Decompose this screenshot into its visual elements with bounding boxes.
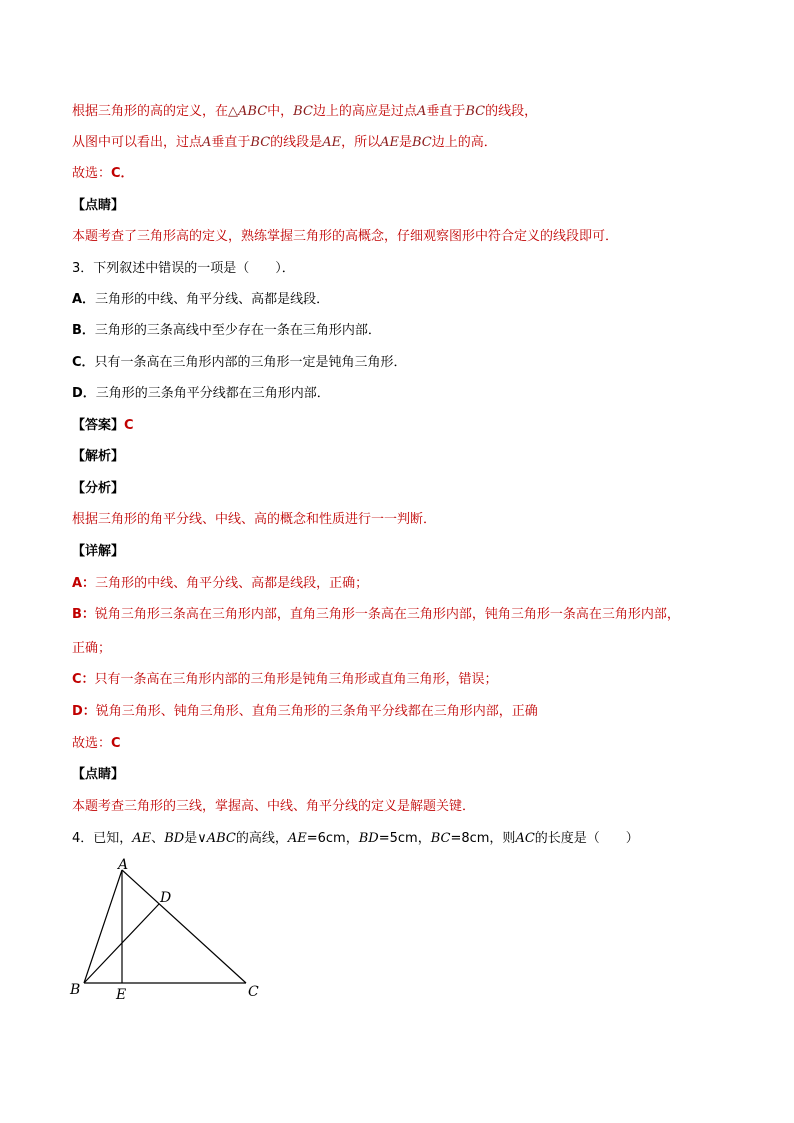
choose-line bbox=[72, 736, 121, 752]
text: =5cm， bbox=[378, 831, 431, 846]
math-var: AE bbox=[380, 135, 399, 150]
detail-label: A： bbox=[72, 576, 96, 591]
detail-a bbox=[72, 576, 368, 592]
label-d: D bbox=[160, 890, 172, 906]
option-text: 三角形的三条角平分线都在三角形内部． bbox=[95, 386, 330, 401]
option-c bbox=[72, 355, 407, 371]
question-3-stem: 3．下列叙述中错误的一项是（ ）． bbox=[72, 261, 295, 276]
detail-text: 正确； bbox=[72, 641, 112, 656]
label-b: B bbox=[70, 982, 81, 998]
detail-text: 锐角三角形、钝角三角形、直角三角形的三条角平分线都在三角形内部，正确 bbox=[95, 704, 538, 719]
text: =6cm， bbox=[306, 831, 359, 846]
text: 垂直于 bbox=[426, 104, 466, 119]
detail-label: C： bbox=[72, 672, 95, 687]
math-var: A bbox=[416, 104, 427, 119]
math-var: BD bbox=[164, 831, 185, 846]
math-var: BC bbox=[465, 104, 486, 119]
option-text: 三角形的三条高线中至少存在一条在三角形内部． bbox=[94, 323, 381, 338]
label-c: C bbox=[248, 984, 259, 1000]
answer-line bbox=[72, 418, 134, 434]
dianjing-text: 本题考查了三角形高的定义，熟练掌握三角形的高概念，仔细观察图形中符合定义的线段即可． bbox=[72, 229, 619, 244]
math-var: AE bbox=[287, 831, 307, 846]
option-label: D． bbox=[72, 386, 96, 401]
text: 的高线， bbox=[235, 831, 288, 846]
option-label: B． bbox=[72, 323, 95, 338]
option-a bbox=[72, 292, 329, 308]
text: ，所以 bbox=[341, 135, 381, 150]
text: 的线段是 bbox=[270, 135, 323, 150]
detail-label: B： bbox=[72, 607, 95, 622]
question-4-stem bbox=[72, 831, 639, 847]
detail-text: 三角形的中线、角平分线、高都是线段，正确； bbox=[95, 576, 369, 591]
text: 根据三角形的高的定义，在 bbox=[72, 104, 229, 119]
solution-line-1 bbox=[72, 104, 537, 120]
detail-b-continued bbox=[72, 641, 111, 657]
fenxi-text: 根据三角形的角平分线、中线、高的概念和性质进行一一判断． bbox=[72, 512, 437, 527]
answer-value: C bbox=[111, 736, 121, 751]
math-var: BD bbox=[358, 831, 379, 846]
text: 、 bbox=[151, 831, 165, 846]
label-a: A bbox=[118, 857, 129, 873]
math-var: ∨ABC bbox=[197, 831, 236, 846]
answer-value: C． bbox=[111, 166, 134, 181]
solution-line-2 bbox=[72, 135, 497, 151]
section-tag-dianjing: 【点睛】 bbox=[72, 198, 125, 213]
segment-ac bbox=[122, 870, 246, 983]
math-var: AC bbox=[515, 831, 535, 846]
text: 故选： bbox=[72, 736, 112, 751]
section-tag-jiexi: 【解析】 bbox=[72, 449, 125, 464]
detail-d bbox=[72, 704, 538, 720]
text: =8cm，则 bbox=[450, 831, 516, 846]
triangle-figure bbox=[66, 855, 276, 1005]
dianjing-text: 本题考查三角形的三线，掌握高、中线、角平分线的定义是解题关键． bbox=[72, 799, 476, 814]
text: 中， bbox=[267, 104, 294, 119]
math-var: BC bbox=[412, 135, 432, 150]
section-tag-xiangjie: 【详解】 bbox=[72, 544, 125, 559]
text: 4．已知， bbox=[72, 831, 133, 846]
text: 垂直于 bbox=[211, 135, 251, 150]
section-tag-fenxi: 【分析】 bbox=[72, 481, 125, 496]
text: 的线段， bbox=[485, 104, 538, 119]
text: 边上的高． bbox=[431, 135, 497, 150]
math-var: BC bbox=[250, 135, 271, 150]
option-label: A． bbox=[72, 292, 96, 307]
text: 是 bbox=[184, 831, 198, 846]
option-d bbox=[72, 386, 330, 402]
solution-choice bbox=[72, 166, 134, 182]
text: 是 bbox=[398, 135, 412, 150]
option-b bbox=[72, 323, 381, 339]
option-label: C． bbox=[72, 355, 95, 370]
math-var: AE bbox=[132, 831, 152, 846]
section-tag-answer: 【答案】 bbox=[72, 418, 125, 433]
detail-b bbox=[72, 607, 680, 623]
detail-text: 锐角三角形三条高在三角形内部，直角三角形一条高在三角形内部，钝角三角形一条高在三角形内部， bbox=[94, 607, 680, 622]
math-var: A bbox=[202, 135, 212, 150]
text: 的长度是（ ） bbox=[534, 831, 639, 846]
math-var: △ABC bbox=[228, 104, 268, 119]
text: 从图中可以看出，过点 bbox=[72, 135, 203, 150]
math-var: AE bbox=[322, 135, 342, 150]
section-tag-dianjing: 【点睛】 bbox=[72, 767, 125, 782]
text: 故选： bbox=[72, 166, 112, 181]
option-text: 三角形的中线、角平分线、高都是线段． bbox=[95, 292, 330, 307]
math-var: BC bbox=[293, 104, 313, 119]
option-text: 只有一条高在三角形内部的三角形一定是钝角三角形． bbox=[94, 355, 407, 370]
text: 边上的高应是过点 bbox=[312, 104, 417, 119]
answer-value: C bbox=[124, 418, 134, 433]
detail-label: D： bbox=[72, 704, 96, 719]
label-e: E bbox=[116, 987, 127, 1003]
segment-ab bbox=[84, 870, 122, 983]
detail-c bbox=[72, 672, 498, 688]
math-var: BC bbox=[430, 831, 451, 846]
detail-text: 只有一条高在三角形内部的三角形是钝角三角形或直角三角形，错误； bbox=[94, 672, 498, 687]
